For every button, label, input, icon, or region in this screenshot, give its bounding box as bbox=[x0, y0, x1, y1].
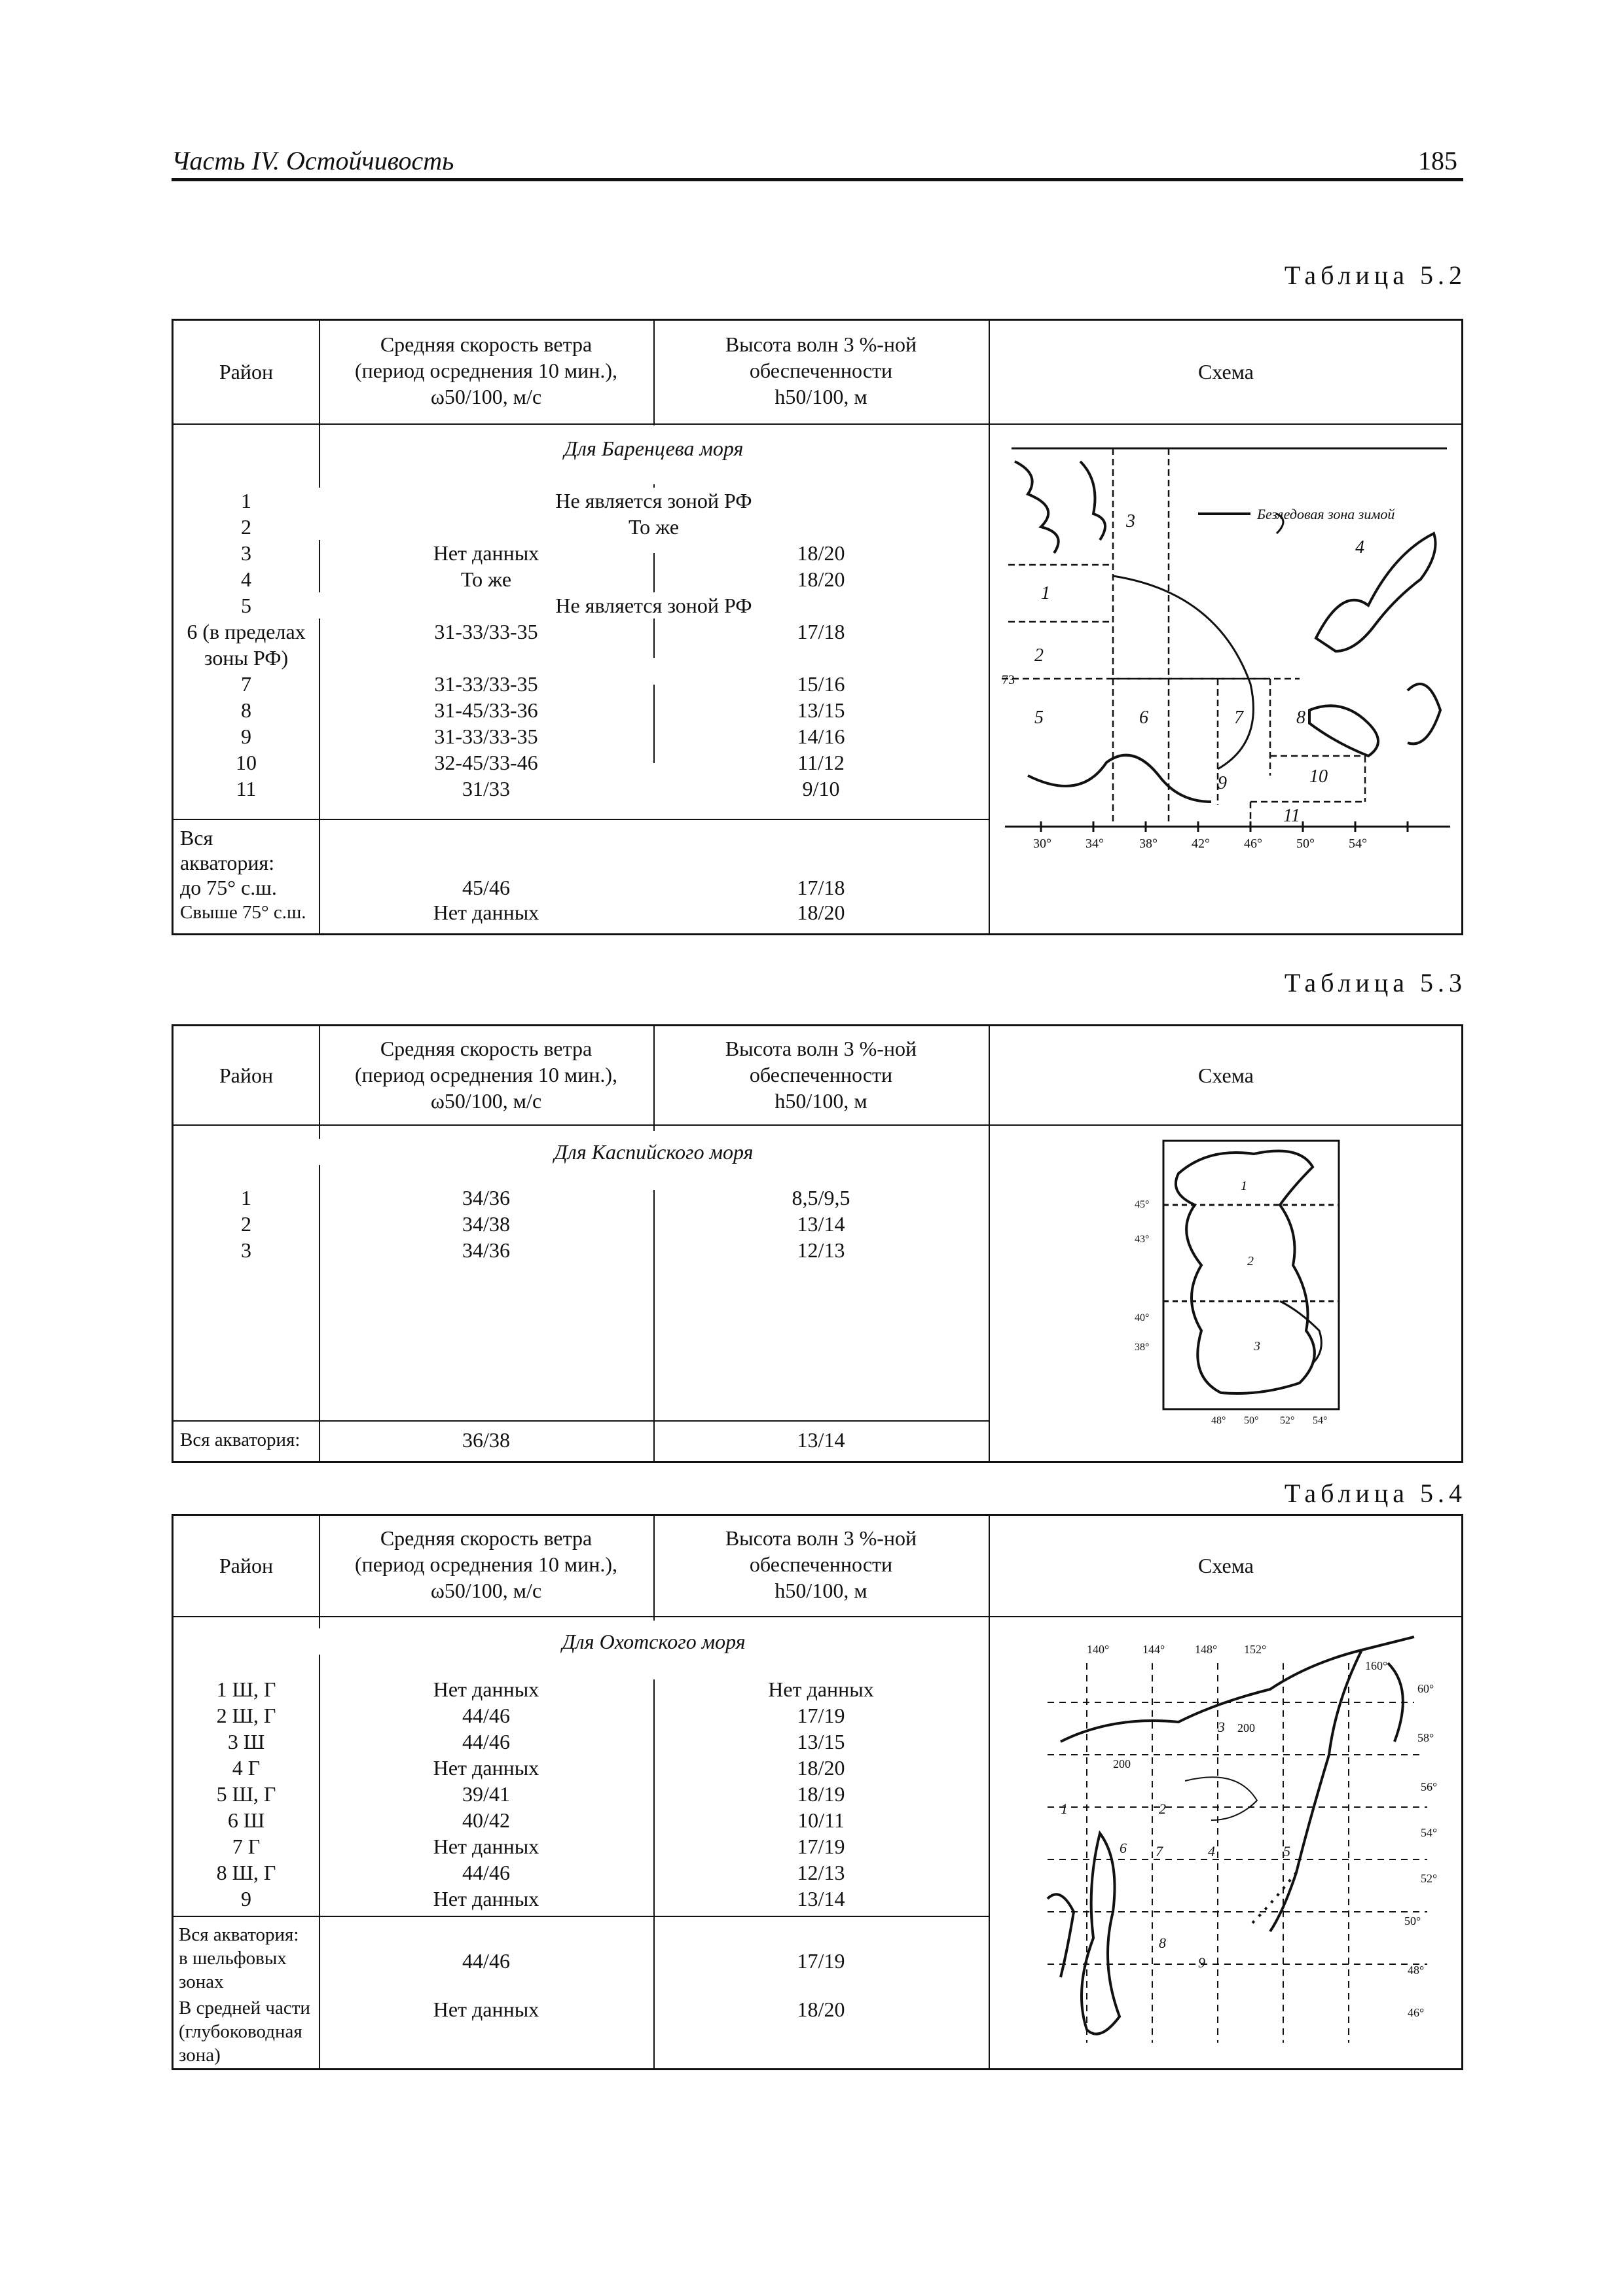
region-cell: 6 Ш bbox=[227, 1808, 265, 1832]
totals-label: Вся акватория: bbox=[179, 1924, 299, 1945]
region-cell: 4 Г bbox=[232, 1756, 261, 1780]
sea-title: Для Охотского моря bbox=[319, 1628, 989, 1655]
svg-text:38°: 38° bbox=[1135, 1342, 1150, 1353]
svg-text:42°: 42° bbox=[1192, 836, 1210, 851]
table-caption-5-3: Таблица 5.3 bbox=[1284, 968, 1467, 997]
wave-cell: 18/20 bbox=[797, 901, 845, 924]
wave-cell: 18/20 bbox=[797, 1998, 845, 2021]
wave-cell: 12/13 bbox=[797, 1238, 845, 1262]
col-wave-l1: Высота волн 3 %-ной bbox=[725, 1526, 917, 1550]
region-cell: 5 Ш, Г bbox=[216, 1782, 276, 1806]
wind-cell: 36/38 bbox=[462, 1428, 510, 1452]
page-number: 185 bbox=[1418, 146, 1457, 175]
wind-cell: 45/46 bbox=[462, 876, 510, 899]
sea-title: Для Каспийского моря bbox=[319, 1139, 989, 1165]
wave-cell: 9/10 bbox=[802, 777, 840, 800]
wind-cell: 34/36 bbox=[462, 1238, 510, 1262]
region-cell: 10 bbox=[236, 751, 257, 774]
wave-cell: 11/12 bbox=[797, 751, 845, 774]
svg-text:160°: 160° bbox=[1365, 1659, 1388, 1672]
wave-cell: 14/16 bbox=[797, 725, 845, 748]
svg-text:50°: 50° bbox=[1244, 1415, 1259, 1426]
table-caption-5-2: Таблица 5.2 bbox=[1284, 260, 1467, 290]
svg-text:5: 5 bbox=[1034, 708, 1044, 728]
wave-cell: 13/15 bbox=[797, 698, 845, 722]
col-wave-l1: Высота волн 3 %-ной bbox=[725, 1037, 917, 1060]
wave-cell: 18/20 bbox=[797, 567, 845, 591]
svg-text:8: 8 bbox=[1296, 708, 1305, 728]
svg-text:8: 8 bbox=[1159, 1935, 1166, 1951]
region-cell: 9 bbox=[241, 725, 251, 748]
col-wind-l1: Средняя скорость ветра bbox=[380, 332, 593, 356]
svg-text:11: 11 bbox=[1283, 806, 1300, 826]
region-cell: 2 bbox=[241, 1212, 251, 1236]
col-scheme: Схема bbox=[1198, 1064, 1254, 1087]
col-wave-l2: обеспеченности bbox=[749, 1552, 893, 1576]
col-wave-l3: h50/100, м bbox=[775, 1089, 867, 1113]
wave-cell: Нет данных bbox=[768, 1677, 874, 1701]
svg-text:54°: 54° bbox=[1349, 836, 1367, 851]
svg-text:54°: 54° bbox=[1421, 1826, 1438, 1839]
svg-text:43°: 43° bbox=[1135, 1234, 1150, 1245]
wind-cell: 34/38 bbox=[462, 1212, 510, 1236]
wind-cell: 44/46 bbox=[462, 1730, 510, 1753]
totals-label: до 75° с.ш. bbox=[180, 876, 277, 899]
svg-text:200: 200 bbox=[1237, 1721, 1255, 1734]
svg-text:52°: 52° bbox=[1421, 1872, 1438, 1885]
svg-text:34°: 34° bbox=[1085, 836, 1104, 851]
region-cell: 3 bbox=[241, 1238, 251, 1262]
col-wind-l2: (период осреднения 10 мин.), bbox=[355, 1552, 617, 1576]
svg-text:2: 2 bbox=[1034, 645, 1044, 666]
svg-text:45°: 45° bbox=[1135, 1199, 1150, 1210]
totals-label: зона) bbox=[179, 2045, 221, 2066]
region-cell: 1 bbox=[241, 489, 251, 512]
svg-text:9: 9 bbox=[1198, 1954, 1205, 1971]
totals-label: В средней части bbox=[179, 1998, 310, 2018]
wind-cell: 32-45/33-46 bbox=[434, 751, 538, 774]
svg-text:48°: 48° bbox=[1408, 1964, 1425, 1977]
wind-cell: 31-33/33-35 bbox=[434, 672, 538, 696]
region-cell: 7 bbox=[241, 672, 251, 696]
col-scheme: Схема bbox=[1198, 360, 1254, 384]
wave-cell: 17/18 bbox=[797, 620, 845, 643]
merged-cell: Не является зоной РФ bbox=[319, 488, 989, 514]
col-wave-l2: обеспеченности bbox=[749, 1063, 893, 1086]
svg-text:1: 1 bbox=[1041, 583, 1050, 603]
wind-cell: То же bbox=[460, 567, 512, 591]
totals-label: Вся bbox=[180, 826, 213, 850]
col-scheme: Схема bbox=[1198, 1554, 1254, 1577]
merged-cell: Не является зоной РФ bbox=[319, 592, 989, 619]
col-wind-l2: (период осреднения 10 мин.), bbox=[355, 1063, 617, 1086]
svg-text:152°: 152° bbox=[1244, 1643, 1267, 1656]
svg-text:9: 9 bbox=[1218, 773, 1227, 793]
wave-cell: 10/11 bbox=[797, 1808, 845, 1832]
svg-text:148°: 148° bbox=[1195, 1643, 1218, 1656]
wave-cell: 18/20 bbox=[797, 1756, 845, 1780]
svg-text:58°: 58° bbox=[1417, 1731, 1434, 1744]
svg-text:3: 3 bbox=[1126, 511, 1135, 531]
svg-text:1: 1 bbox=[1061, 1801, 1068, 1817]
col-wind-l3: ω50/100, м/с bbox=[430, 1579, 542, 1602]
svg-text:10: 10 bbox=[1309, 766, 1328, 787]
svg-text:140°: 140° bbox=[1087, 1643, 1110, 1656]
region-cell: 8 bbox=[241, 698, 251, 722]
wind-cell: 39/41 bbox=[462, 1782, 510, 1806]
wave-cell: 17/18 bbox=[797, 876, 845, 899]
svg-text:3: 3 bbox=[1218, 1719, 1225, 1735]
wave-cell: 18/19 bbox=[797, 1782, 845, 1806]
totals-label: (глубоководная bbox=[179, 2021, 302, 2042]
wave-cell: 13/14 bbox=[797, 1887, 845, 1910]
region-cell: 5 bbox=[241, 594, 251, 617]
svg-text:6: 6 bbox=[1120, 1840, 1127, 1856]
svg-text:4: 4 bbox=[1355, 537, 1364, 558]
barents-sea-map bbox=[1002, 435, 1453, 887]
wave-cell: 8,5/9,5 bbox=[792, 1186, 850, 1210]
svg-text:50°: 50° bbox=[1296, 836, 1315, 851]
svg-text:46°: 46° bbox=[1408, 2006, 1425, 2019]
col-wave-l3: h50/100, м bbox=[775, 385, 867, 408]
region-cell: 9 bbox=[241, 1887, 251, 1910]
svg-text:144°: 144° bbox=[1142, 1643, 1165, 1656]
table-5-4 bbox=[172, 1514, 1463, 2070]
region-cell: 6 (в пределах bbox=[187, 620, 306, 643]
svg-text:40°: 40° bbox=[1135, 1312, 1150, 1323]
table-5-3 bbox=[172, 1024, 1463, 1463]
svg-text:38°: 38° bbox=[1139, 836, 1158, 851]
svg-text:56°: 56° bbox=[1421, 1780, 1438, 1793]
svg-text:6: 6 bbox=[1139, 708, 1148, 728]
wind-cell: Нет данных bbox=[433, 1756, 539, 1780]
totals-label: зонах bbox=[179, 1971, 224, 1992]
svg-text:200: 200 bbox=[1113, 1757, 1131, 1770]
wind-cell: 44/46 bbox=[462, 1861, 510, 1884]
table-5-2 bbox=[172, 319, 1463, 935]
totals-label: Свыше 75° с.ш. bbox=[180, 902, 306, 923]
wave-cell: 17/19 bbox=[797, 1835, 845, 1858]
wind-cell: 31-45/33-36 bbox=[434, 698, 538, 722]
svg-text:50°: 50° bbox=[1404, 1914, 1421, 1928]
region-cell: 11 bbox=[236, 777, 257, 800]
wave-cell: 15/16 bbox=[797, 672, 845, 696]
wind-cell: 40/42 bbox=[462, 1808, 510, 1832]
col-wind-l3: ω50/100, м/с bbox=[430, 385, 542, 408]
col-wave-l2: обеспеченности bbox=[749, 359, 893, 382]
wave-cell: 13/14 bbox=[797, 1212, 845, 1236]
region-cell: 3 Ш bbox=[227, 1730, 265, 1753]
svg-text:54°: 54° bbox=[1313, 1415, 1328, 1426]
merged-cell: То же bbox=[319, 514, 989, 540]
wind-cell: Нет данных bbox=[433, 901, 539, 924]
svg-text:3: 3 bbox=[1254, 1339, 1260, 1354]
col-wind-l1: Средняя скорость ветра bbox=[380, 1526, 593, 1550]
svg-text:5: 5 bbox=[1283, 1843, 1290, 1859]
wind-cell: 31-33/33-35 bbox=[434, 620, 538, 643]
svg-text:60°: 60° bbox=[1417, 1682, 1434, 1695]
svg-text:52°: 52° bbox=[1280, 1415, 1295, 1426]
col-region: Район bbox=[219, 360, 274, 384]
region-cell: 4 bbox=[241, 567, 251, 591]
okhotsk-sea-map bbox=[1021, 1624, 1453, 2066]
region-cell: 2 bbox=[241, 515, 251, 539]
region-cell: 7 Г bbox=[232, 1835, 261, 1858]
section-title: Часть IV. Остойчивость bbox=[172, 146, 454, 175]
svg-text:1: 1 bbox=[1241, 1179, 1247, 1193]
totals-label: акватория: bbox=[180, 851, 275, 874]
wind-cell: 31/33 bbox=[462, 777, 510, 800]
col-wind-l3: ω50/100, м/с bbox=[430, 1089, 542, 1113]
wind-cell: 31-33/33-35 bbox=[434, 725, 538, 748]
region-cell: 1 Ш, Г bbox=[216, 1677, 276, 1701]
sea-title: Для Баренцева моря bbox=[564, 437, 744, 460]
wave-cell: 12/13 bbox=[797, 1861, 845, 1884]
totals-label: в шельфовых bbox=[179, 1948, 287, 1969]
svg-text:48°: 48° bbox=[1211, 1415, 1226, 1426]
caspian-sea-map bbox=[1129, 1134, 1345, 1429]
svg-text:46°: 46° bbox=[1244, 836, 1262, 851]
region-cell: 1 bbox=[241, 1186, 251, 1210]
col-wave-l3: h50/100, м bbox=[775, 1579, 867, 1602]
svg-text:2: 2 bbox=[1247, 1254, 1254, 1268]
svg-text:30°: 30° bbox=[1033, 836, 1051, 851]
region-cell: 8 Ш, Г bbox=[216, 1861, 276, 1884]
map-legend: Безледовая зона зимой bbox=[1257, 506, 1395, 522]
lat-label: 73 bbox=[1002, 673, 1015, 687]
col-region: Район bbox=[219, 1064, 274, 1087]
region-cell: 2 Ш, Г bbox=[216, 1704, 276, 1727]
header-rule bbox=[172, 178, 1463, 181]
svg-text:7: 7 bbox=[1156, 1843, 1163, 1859]
wave-cell: 13/14 bbox=[797, 1428, 845, 1452]
table-caption-5-4: Таблица 5.4 bbox=[1284, 1479, 1467, 1508]
region-cell: 3 bbox=[241, 541, 251, 565]
wind-cell: Нет данных bbox=[433, 1835, 539, 1858]
wind-cell: Нет данных bbox=[433, 1998, 539, 2021]
wave-cell: 18/20 bbox=[797, 541, 845, 565]
col-wind-l1: Средняя скорость ветра bbox=[380, 1037, 593, 1060]
wind-cell: 34/36 bbox=[462, 1186, 510, 1210]
svg-text:4: 4 bbox=[1208, 1843, 1215, 1859]
svg-text:7: 7 bbox=[1234, 708, 1243, 728]
wave-cell: 13/15 bbox=[797, 1730, 845, 1753]
region-cell: зоны РФ) bbox=[204, 646, 289, 670]
wind-cell: 44/46 bbox=[462, 1704, 510, 1727]
wave-cell: 17/19 bbox=[797, 1949, 845, 1973]
svg-text:2: 2 bbox=[1159, 1801, 1166, 1817]
col-wind-l2: (период осреднения 10 мин.), bbox=[355, 359, 617, 382]
col-region: Район bbox=[219, 1554, 274, 1577]
wind-cell: 44/46 bbox=[462, 1949, 510, 1973]
wave-cell: 17/19 bbox=[797, 1704, 845, 1727]
col-wave-l1: Высота волн 3 %-ной bbox=[725, 332, 917, 356]
wind-cell: Нет данных bbox=[433, 1887, 539, 1910]
wind-cell: Нет данных bbox=[433, 541, 539, 565]
wind-cell: Нет данных bbox=[433, 1677, 539, 1701]
totals-label: Вся акватория: bbox=[180, 1429, 301, 1450]
